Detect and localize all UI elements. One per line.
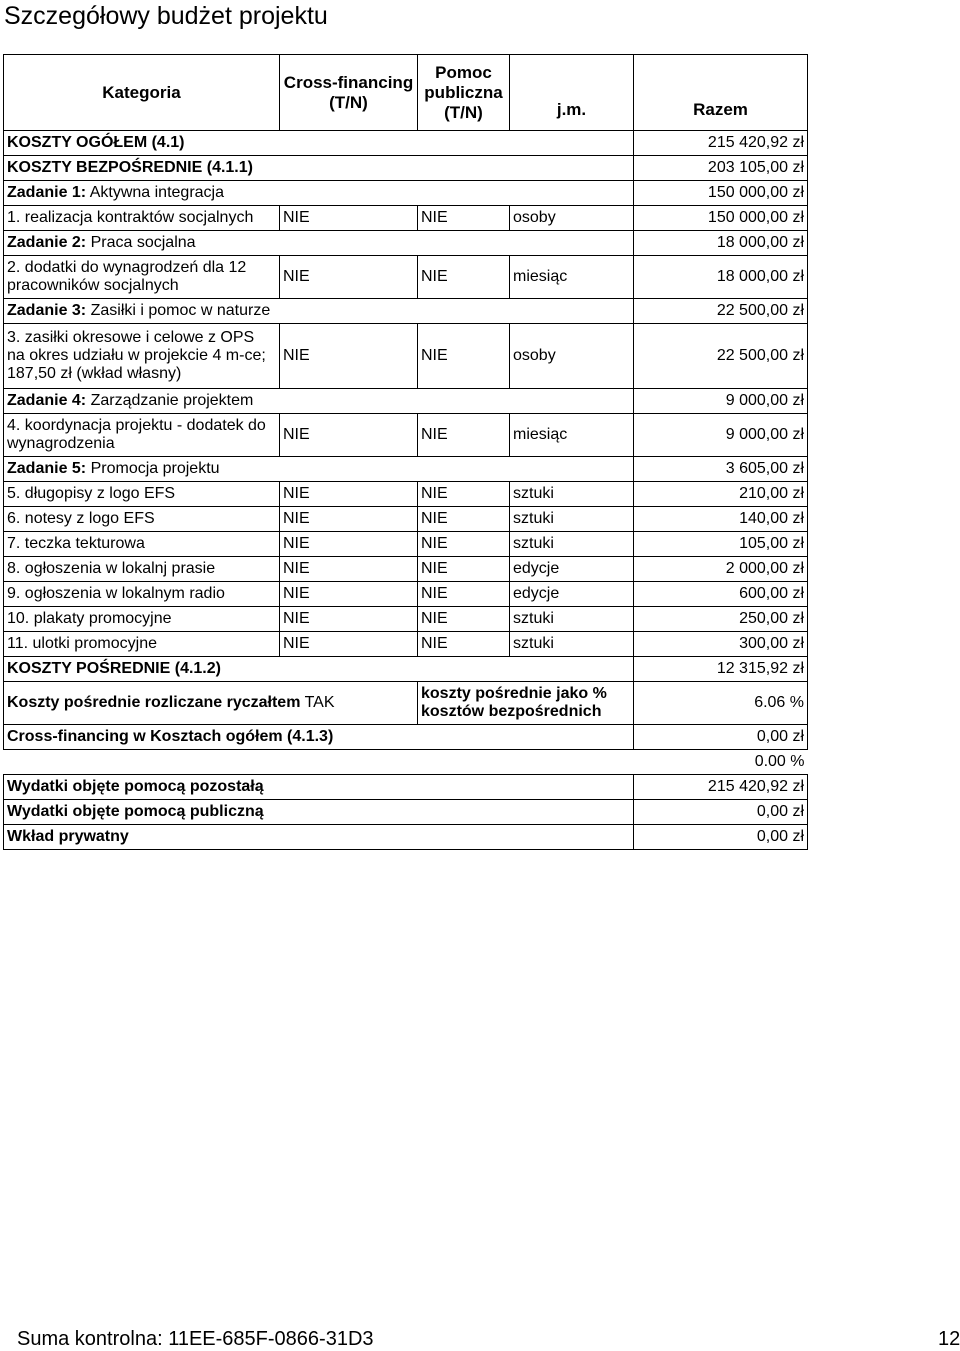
row-label xyxy=(4,532,280,557)
row-label xyxy=(4,256,280,299)
cross-financing-pct-row xyxy=(4,750,808,775)
page-number: 12 xyxy=(938,1328,960,1350)
summary-value: 215 420,92 zł xyxy=(634,775,808,800)
budget-row xyxy=(4,414,808,457)
row-cross: NIE xyxy=(280,507,418,532)
row-jm: sztuki xyxy=(510,507,634,532)
cross-financing-row xyxy=(4,725,808,750)
row-razem: 2 000,00 zł xyxy=(634,557,808,582)
budget-row xyxy=(4,181,808,206)
row-jm: sztuki xyxy=(510,607,634,632)
row-label xyxy=(4,389,634,414)
indirect-costs-row xyxy=(4,657,808,682)
budget-row xyxy=(4,582,808,607)
row-cross: NIE xyxy=(280,324,418,389)
row-label-text: 11. ulotki promocyjne xyxy=(7,635,157,652)
row-jm: edycje xyxy=(510,557,634,582)
indirect-pct-label: koszty pośrednie jako % kosztów bezpośrednich xyxy=(418,682,634,725)
row-label-text: Promocja projektu xyxy=(90,460,220,477)
row-label-text: KOSZTY OGÓŁEM (4.1) xyxy=(7,134,185,151)
budget-row xyxy=(4,457,808,482)
row-pomoc: NIE xyxy=(418,324,510,389)
row-razem: 3 605,00 zł xyxy=(634,457,808,482)
lump-sum-row xyxy=(4,682,808,725)
row-jm: sztuki xyxy=(510,482,634,507)
task-number: Zadanie 5: xyxy=(7,460,87,477)
row-label-text: 3. zasiłki okresowe i celowe z OPS na okres udziału w projekcie 4 m-ce; 187,50 zł (wkład własny) xyxy=(7,329,266,382)
header-row xyxy=(4,55,808,131)
row-razem: 22 500,00 zł xyxy=(634,299,808,324)
header-pomoc-publiczna: Pomoc publiczna (T/N) xyxy=(418,55,510,131)
summary-row xyxy=(4,825,808,850)
summary-row xyxy=(4,800,808,825)
budget-row xyxy=(4,607,808,632)
budget-row xyxy=(4,632,808,657)
header-kategoria: Kategoria xyxy=(4,55,280,131)
row-label xyxy=(4,482,280,507)
row-label xyxy=(4,457,634,482)
summary-value: 0,00 zł xyxy=(634,800,808,825)
row-pomoc: NIE xyxy=(418,532,510,557)
budget-row xyxy=(4,482,808,507)
header-cross-financing: Cross-financing (T/N) xyxy=(280,55,418,131)
row-label xyxy=(4,507,280,532)
row-jm: miesiąc xyxy=(510,256,634,299)
row-label xyxy=(4,181,634,206)
cross-financing-pct: 0.00 % xyxy=(754,753,805,770)
row-label-text: Praca socjalna xyxy=(90,234,196,251)
row-cross: NIE xyxy=(280,206,418,231)
row-cross: NIE xyxy=(280,414,418,457)
row-label-text: 2. dodatki do wynagrodzeń dla 12 pracowników socjalnych xyxy=(7,259,247,294)
summary-label: Wkład prywatny xyxy=(4,825,634,850)
row-label xyxy=(4,206,280,231)
budget-row xyxy=(4,231,808,256)
budget-row xyxy=(4,131,808,156)
header-jm: j.m. xyxy=(510,55,634,131)
indirect-costs-label: KOSZTY POŚREDNIE (4.1.2) xyxy=(4,657,634,682)
task-number: Zadanie 3: xyxy=(7,302,87,319)
indirect-costs-value: 12 315,92 zł xyxy=(634,657,808,682)
row-label xyxy=(4,324,280,389)
row-cross: NIE xyxy=(280,557,418,582)
lump-sum-cell xyxy=(4,682,418,725)
budget-row xyxy=(4,256,808,299)
row-razem: 18 000,00 zł xyxy=(634,231,808,256)
summary-value: 0,00 zł xyxy=(634,825,808,850)
row-jm: sztuki xyxy=(510,532,634,557)
row-label-text: 6. notesy z logo EFS xyxy=(7,510,155,527)
row-cross: NIE xyxy=(280,607,418,632)
cross-financing-value: 0,00 zł xyxy=(634,725,808,750)
row-pomoc: NIE xyxy=(418,256,510,299)
budget-row xyxy=(4,299,808,324)
row-cross: NIE xyxy=(280,582,418,607)
budget-row xyxy=(4,507,808,532)
task-number: Zadanie 1: xyxy=(7,184,87,201)
row-cross: NIE xyxy=(280,532,418,557)
row-label-text: Aktywna integracja xyxy=(89,184,224,201)
row-razem: 105,00 zł xyxy=(634,532,808,557)
row-jm: osoby xyxy=(510,324,634,389)
row-label-text: 8. ogłoszenia w lokalnj prasie xyxy=(7,560,216,577)
indirect-section xyxy=(4,657,808,775)
row-cross: NIE xyxy=(280,256,418,299)
row-jm: miesiąc xyxy=(510,414,634,457)
budget-row xyxy=(4,156,808,181)
row-label-text: 10. plakaty promocyjne xyxy=(7,610,172,627)
row-pomoc: NIE xyxy=(418,414,510,457)
row-razem: 140,00 zł xyxy=(634,507,808,532)
row-razem: 203 105,00 zł xyxy=(634,156,808,181)
task-number: Zadanie 4: xyxy=(7,392,87,409)
checksum: Suma kontrolna: 11EE-685F-0866-31D3 xyxy=(17,1328,374,1350)
row-label-text: 9. ogłoszenia w lokalnym radio xyxy=(7,585,225,602)
row-jm: edycje xyxy=(510,582,634,607)
row-label xyxy=(4,131,634,156)
row-razem: 215 420,92 zł xyxy=(634,131,808,156)
row-label-text: 5. długopisy z logo EFS xyxy=(7,485,176,502)
row-razem: 250,00 zł xyxy=(634,607,808,632)
summary-row xyxy=(4,775,808,800)
row-razem: 9 000,00 zł xyxy=(634,414,808,457)
row-label-text: Zasiłki i pomoc w naturze xyxy=(90,302,271,319)
cross-financing-label: Cross-financing w Kosztach ogółem (4.1.3) xyxy=(4,725,634,750)
row-label xyxy=(4,582,280,607)
row-pomoc: NIE xyxy=(418,507,510,532)
budget-row xyxy=(4,324,808,389)
row-pomoc: NIE xyxy=(418,482,510,507)
row-jm: osoby xyxy=(510,206,634,231)
row-label xyxy=(4,156,634,181)
row-label xyxy=(4,299,634,324)
row-label-text: KOSZTY BEZPOŚREDNIE (4.1.1) xyxy=(7,159,253,176)
row-jm: sztuki xyxy=(510,632,634,657)
row-razem: 9 000,00 zł xyxy=(634,389,808,414)
row-label xyxy=(4,607,280,632)
row-pomoc: NIE xyxy=(418,557,510,582)
row-razem: 150 000,00 zł xyxy=(634,206,808,231)
row-razem: 600,00 zł xyxy=(634,582,808,607)
row-label-text: 4. koordynacja projektu - dodatek do wynagrodzenia xyxy=(7,417,266,452)
row-label xyxy=(4,414,280,457)
row-pomoc: NIE xyxy=(418,206,510,231)
budget-row xyxy=(4,557,808,582)
page-title: Szczegółowy budżet projektu xyxy=(4,2,328,30)
row-cross: NIE xyxy=(280,632,418,657)
row-pomoc: NIE xyxy=(418,632,510,657)
indirect-pct-value: 6.06 % xyxy=(634,682,808,725)
row-razem: 18 000,00 zł xyxy=(634,256,808,299)
budget-rows xyxy=(4,131,808,657)
row-label-text: 1. realizacja kontraktów socjalnych xyxy=(7,209,254,226)
row-razem: 22 500,00 zł xyxy=(634,324,808,389)
row-label xyxy=(4,231,634,256)
row-razem: 300,00 zł xyxy=(634,632,808,657)
lump-sum-label: Koszty pośrednie rozliczane ryczałtem xyxy=(7,694,301,711)
header-razem: Razem xyxy=(634,55,808,131)
lump-sum-value: TAK xyxy=(304,694,335,711)
summary-label: Wydatki objęte pomocą publiczną xyxy=(4,800,634,825)
row-label xyxy=(4,557,280,582)
budget-row xyxy=(4,206,808,231)
row-label-text: 7. teczka tekturowa xyxy=(7,535,145,552)
row-label-text: Zarządzanie projektem xyxy=(90,392,254,409)
row-pomoc: NIE xyxy=(418,582,510,607)
budget-table xyxy=(3,54,808,850)
budget-row xyxy=(4,389,808,414)
row-pomoc: NIE xyxy=(418,607,510,632)
row-razem: 150 000,00 zł xyxy=(634,181,808,206)
row-razem: 210,00 zł xyxy=(634,482,808,507)
summary-label: Wydatki objęte pomocą pozostałą xyxy=(4,775,634,800)
row-cross: NIE xyxy=(280,482,418,507)
budget-row xyxy=(4,532,808,557)
row-label xyxy=(4,632,280,657)
task-number: Zadanie 2: xyxy=(7,234,87,251)
summary-section xyxy=(4,775,808,850)
